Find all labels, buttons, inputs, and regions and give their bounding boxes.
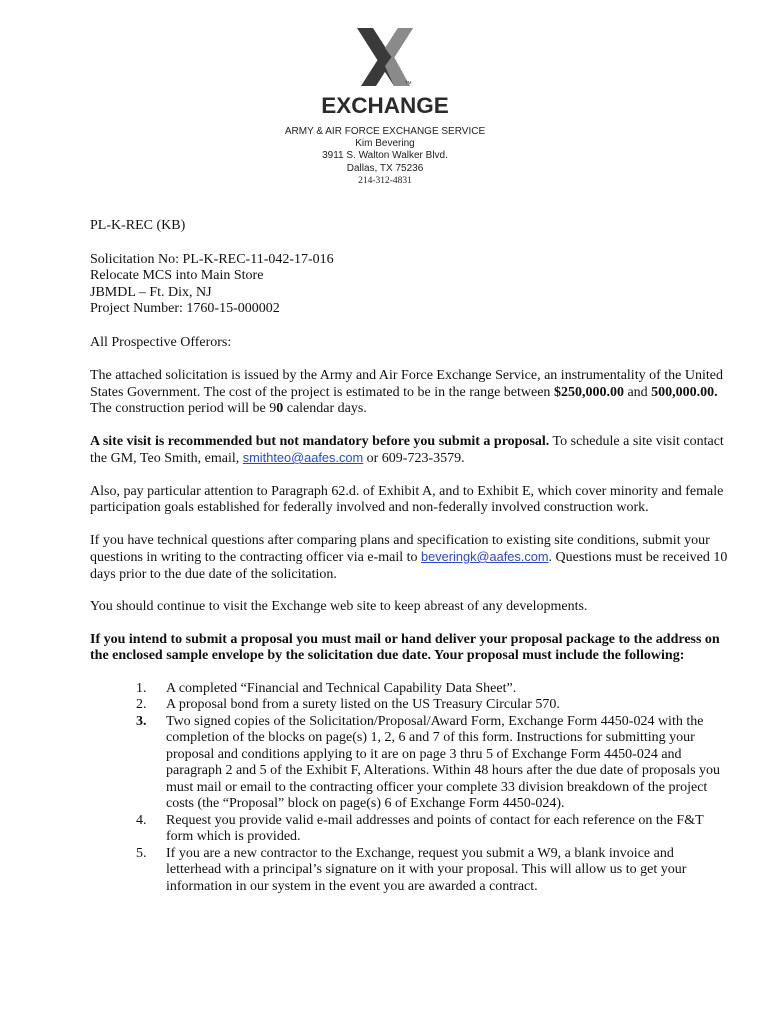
project-title: Relocate MCS into Main Store bbox=[90, 268, 264, 283]
amount-high: 500,000.00. bbox=[651, 384, 718, 400]
paragraph-technical-questions: If you have technical questions after comparing plans and specification to existing site conditions, submit your questions in writing to the contracting officer via e-mail to beveringk@aafes.com. Questions must be received 10 days prior to the due date of the solicitation. bbox=[90, 532, 728, 582]
phone-number: 214-312-4831 bbox=[358, 175, 412, 186]
street-address: 3911 S. Walton Walker Blvd. bbox=[322, 150, 448, 162]
reference-line: PL-K-REC (KB) bbox=[90, 218, 186, 233]
project-number: Project Number: 1760-15-000002 bbox=[90, 301, 280, 316]
tm-mark: TM bbox=[405, 80, 412, 85]
city-state-zip: Dallas, TX 75236 bbox=[346, 162, 424, 174]
amount-low: $250,000.00 bbox=[553, 384, 624, 400]
logo-wordmark: EXCHANGE bbox=[321, 93, 449, 118]
letter-body bbox=[90, 218, 730, 895]
list-item: 4. Request you provide valid e-mail addresses and points of contact for each reference on the F&T form which is provided. bbox=[136, 812, 704, 844]
requirements-list bbox=[90, 681, 730, 896]
gm-email-link[interactable]: smithteo@aafes.com bbox=[242, 450, 364, 465]
list-item: 5. If you are a new contractor to the Exchange, request you submit a W9, a blank invoice and letterhead with a principal’s signature on it with your proposal. This will allow us to get your information in our system in the event you are awarded a contract. bbox=[136, 845, 687, 894]
exchange-logo bbox=[318, 28, 452, 120]
paragraph-website: You should continue to visit the Exchange web site to keep abreast of any developments. bbox=[90, 599, 588, 614]
contact-name: Kim Bevering bbox=[355, 138, 415, 150]
project-location: JBMDL – Ft. Dix, NJ bbox=[90, 284, 212, 300]
solicitation-number: Solicitation No: PL-K-REC-11-042-17-016 bbox=[90, 251, 334, 267]
org-name: ARMY & AIR FORCE EXCHANGE SERVICE bbox=[284, 126, 486, 137]
letterhead bbox=[185, 126, 585, 187]
paragraph-submission: If you intend to submit a proposal you must mail or hand deliver your proposal package to the address on the enclosed sample envelope by the solicitation due date. Your proposal must include the following: bbox=[90, 631, 720, 663]
x-logo-icon bbox=[318, 28, 452, 92]
site-visit-notice: A site visit is recommended but not mandatory before you submit a proposal. bbox=[90, 433, 550, 449]
paragraph-exhibits: Also, pay particular attention to Paragraph 62.d. of Exhibit A, and to Exhibit E, which cover minority and female participation goals established for federally involved and non-federally involved construction work. bbox=[90, 483, 724, 515]
list-item: 3. Two signed copies of the Solicitation/Proposal/Award Form, Exchange Form 4450-024 with the completion of the blocks on page(s) 1, 2, 6 and 7 of this form. Instructions for submitting your proposal and conditions applying to it are on page 3 thru 5 of Exchange Form 4450-024 and paragraph 2 and 5 of the Exhibit F, Alterations. Within 48 hours after the due date of proposals you must mail or email to the contracting officer your complete 33 division breakdown of the project costs (the “Proposal” block on page(s) 6 of Exchange Form 4450-024). bbox=[136, 713, 721, 811]
paragraph-site-visit: A site visit is recommended but not mandatory before you submit a proposal. To schedule a site visit contact the GM, Teo Smith, email, smithteo@aafes.com or 609-723-3579. bbox=[90, 433, 724, 466]
contracting-officer-email-link[interactable]: beveringk@aafes.com bbox=[421, 549, 549, 564]
list-item: 2. A proposal bond from a surety listed on the US Treasury Circular 570. bbox=[136, 697, 560, 712]
salutation: All Prospective Offerors: bbox=[90, 334, 232, 350]
list-item: 1. A completed “Financial and Technical Capability Data Sheet”. bbox=[136, 680, 517, 696]
paragraph-cost: The attached solicitation is issued by the Army and Air Force Exchange Service, an instrumentality of the United States Government. The cost of the project is estimated to be in the range between $250,000.00 and 500,000.00. The construction period will be 90 calendar days. bbox=[90, 368, 723, 416]
